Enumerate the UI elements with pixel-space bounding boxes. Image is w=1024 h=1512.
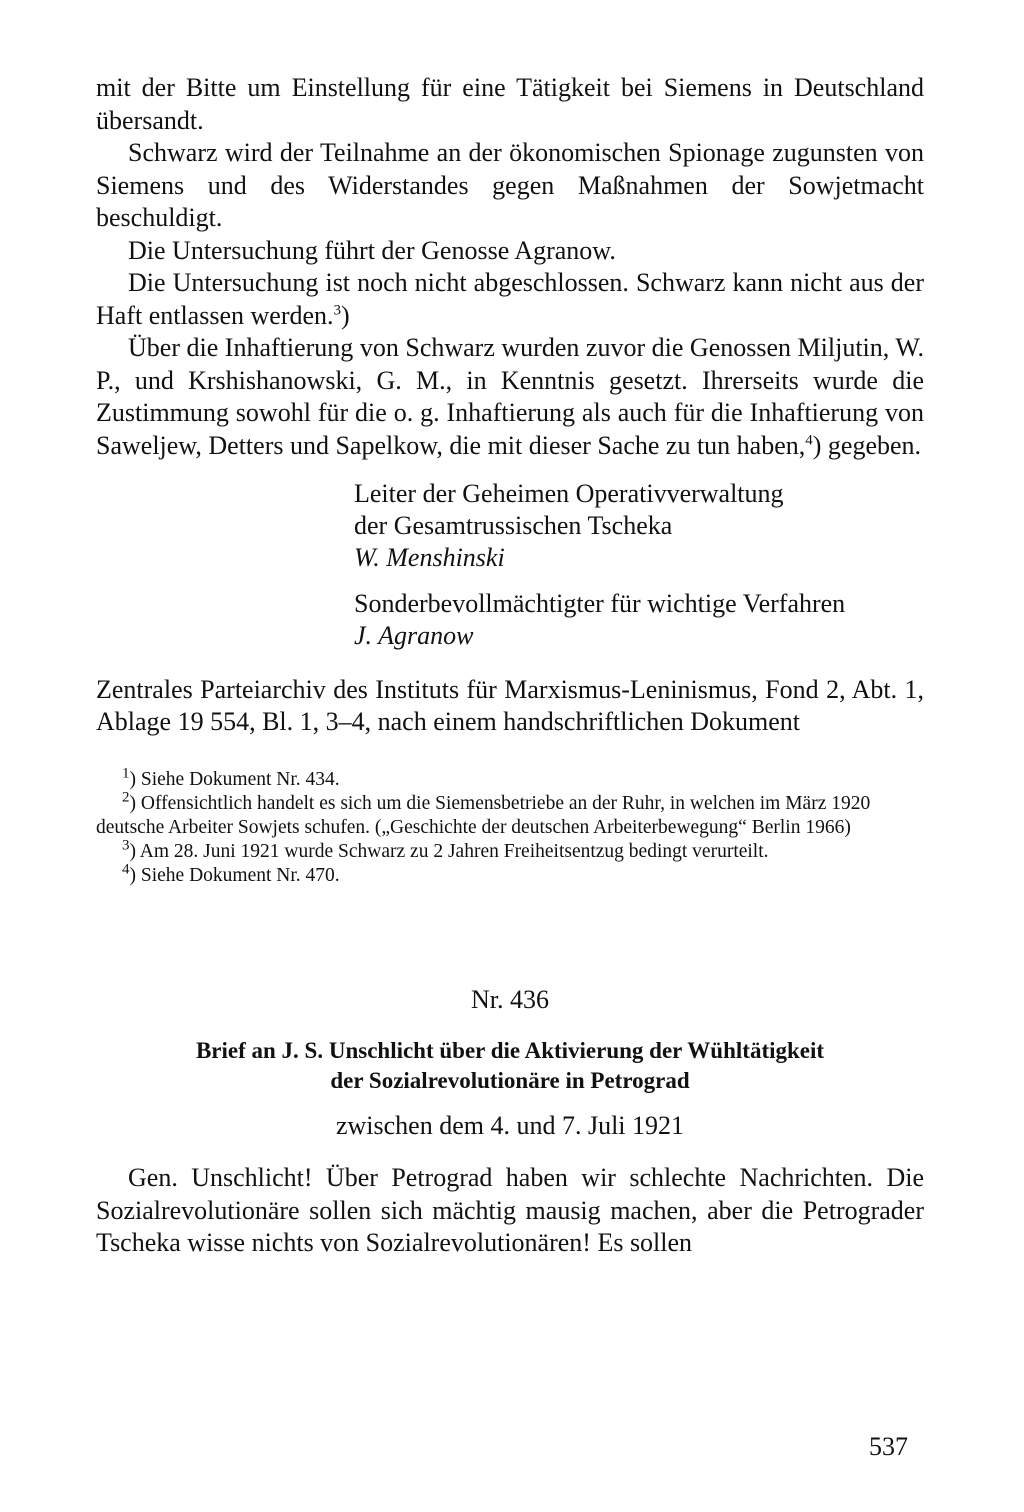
signature-agranow <box>354 588 924 652</box>
paragraph-1: mit der Bitte um Einstellung für eine Tätigkeit bei Siemens in Deutschland übersandt. <box>96 73 924 135</box>
letter-paragraph: Gen. Unschlicht! Über Petrograd haben wir schlechte Nachrichten. Die Sozialrevolutionäre sollen sich mächtig mausig machen, aber die Petrograder Tscheka wisse nichts von Sozialrevolutionären! Es sollen <box>96 1163 924 1257</box>
document-title <box>96 1036 924 1096</box>
paragraph-5 <box>96 332 924 462</box>
document-number: Nr. 436 <box>471 985 549 1014</box>
footnote-text: Siehe Dokument Nr. 470. <box>140 865 340 886</box>
paragraph-3: Die Untersuchung führt der Genosse Agranow. <box>128 235 616 265</box>
footnote-4: $^4$) Siehe Dokument Nr. 470. <box>122 861 340 886</box>
paragraph-5-text: Über die Inhaftierung von Schwarz wurden zuvor die Genossen Miljutin, W. P., und Krshishanowski, G. M., in Kenntnis gesetzt. Ihrerseits wurde die Zustimmung sowohl für die o. g. Inhaftierung als auch für die Inhaftierung von Saweljew, Detters und Sapelkow, die mit dieser Sache zu tun haben, <box>96 333 924 460</box>
paragraph-5-tail: ) gegeben. <box>812 430 922 460</box>
signature-name: J. Agranow <box>354 621 474 650</box>
signature-title: Leiter der Geheimen Operativverwaltung <box>354 479 784 508</box>
footnote-2: $^2$) Offensichtlich handelt es sich um die Siemensbetriebe an der Ruhr, in welchen im März 1920 deutsche Arbeiter Sowjets schufen. („Geschichte der deutschen Arbeiterbewegung“ Berlin 1966) <box>96 789 871 838</box>
paragraph-4-text: Die Untersuchung ist noch nicht abgeschlossen. Schwarz kann nicht aus der Haft entlassen werden. <box>96 268 924 330</box>
paragraph-4 <box>96 267 924 332</box>
footnote-1: $^1$) Siehe Dokument Nr. 434. <box>122 765 340 790</box>
footnote-text: Siehe Dokument Nr. 434. <box>140 769 340 790</box>
archive-source: Zentrales Parteiarchiv des Instituts für Marxismus-Leninismus, Fond 2, Abt. 1, Ablage 19 554, Bl. 1, 3–4, nach einem handschriftlichen Dokument <box>96 675 924 736</box>
letter-body <box>96 1162 924 1260</box>
signature-name: W. Menshinski <box>354 543 505 572</box>
footnote-text: Am 28. Juni 1921 wurde Schwarz zu 2 Jahren Freiheitsentzug bedingt verurteilt. <box>139 841 769 862</box>
document-title-line: der Sozialrevolutionäre in Petrograd <box>330 1068 690 1093</box>
signature-title: Sonderbevollmächtigter für wichtige Verfahren <box>354 589 846 618</box>
page-content <box>96 72 924 1260</box>
document-date: zwischen dem 4. und 7. Juli 1921 <box>335 1111 685 1140</box>
footnote-mark: 4 <box>122 861 130 878</box>
footnote-mark: 1 <box>122 765 130 782</box>
footnotes <box>96 765 924 888</box>
signature-block <box>354 478 924 652</box>
continuation-text <box>96 72 924 462</box>
signature-menshinski <box>354 478 924 574</box>
signature-title: der Gesamtrussischen Tscheka <box>354 511 673 540</box>
footnote-3: $^3$) Am 28. Juni 1921 wurde Schwarz zu 2 Jahren Freiheitsentzug bedingt verurteilt. <box>122 837 769 862</box>
paragraph-2: Schwarz wird der Teilnahme an der ökonomischen Spionage zugunsten von Siemens und des Widerstandes gegen Maßnahmen der Sowjetmacht beschuldigt. <box>96 138 924 232</box>
footnote-mark: 3 <box>122 837 130 854</box>
footnote-mark: 2 <box>122 789 130 806</box>
document-title-line: Brief an J. S. Unschlicht über die Aktivierung der Wühltätigkeit <box>195 1038 825 1063</box>
footnote-text: Offensichtlich handelt es sich um die Siemensbetriebe an der Ruhr, in welchen im März 1920 deutsche Arbeiter Sowjets schufen. („Geschichte der deutschen Arbeiterbewegung“ Berlin 1966) <box>96 793 871 838</box>
footnote-ref-4: 4 <box>805 431 813 448</box>
paragraph-4-tail: ) <box>341 300 350 330</box>
page-number: 537 <box>869 1432 908 1461</box>
footnote-ref-3: 3 <box>333 301 342 318</box>
